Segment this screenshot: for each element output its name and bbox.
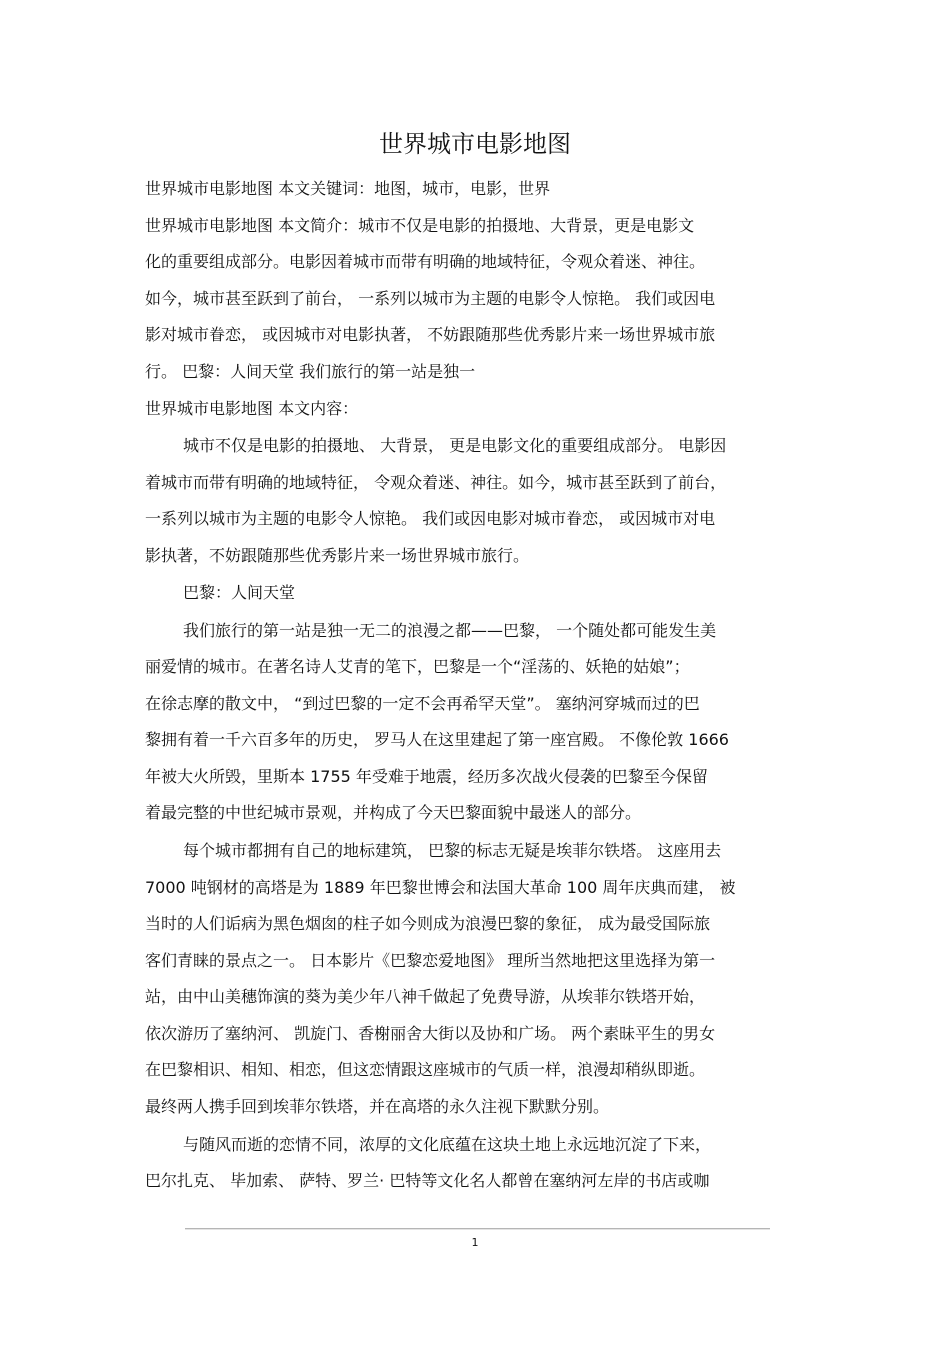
- body-line: 一系列以城市为主题的电影令人惊艳。 我们或因电影对城市眷恋， 或因城市对电: [145, 509, 716, 528]
- footer-divider: [185, 1228, 770, 1229]
- body-line: 城市不仅是电影的拍摄地、 大背景， 更是电影文化的重要组成部分。 电影因: [183, 436, 727, 455]
- body-line: 丽爱情的城市。在著名诗人艾青的笔下，巴黎是一个“淫荡的、妖艳的姑娘”；: [145, 657, 690, 676]
- summary-line: 影对城市眷恋， 或因城市对电影执著， 不妨跟随那些优秀影片来一场世界城市旅: [145, 325, 716, 344]
- body-line: 我们旅行的第一站是独一无二的浪漫之都——巴黎， 一个随处都可能发生美: [183, 621, 717, 640]
- body-line: 当时的人们诟病为黑色烟囱的柱子如今则成为浪漫巴黎的象征， 成为最受国际旅: [145, 914, 711, 933]
- body-line: 客们青睐的景点之一。 日本影片《巴黎恋爱地图》 理所当然地把这里选择为第一: [145, 951, 716, 970]
- body-line: 年被大火所毁，里斯本 1755 年受难于地震，经历多次战火侵袭的巴黎至今保留: [145, 767, 708, 786]
- body-line: 7000 吨钢材的高塔是为 1889 年巴黎世博会和法国大革命 100 周年庆典而建， 被: [145, 878, 736, 897]
- summary-line: 化的重要组成部分。电影因着城市而带有明确的地域特征，令观众着迷、神往。: [145, 252, 706, 271]
- summary-line: 世界城市电影地图 本文简介：城市不仅是电影的拍摄地、大背景，更是电影文: [145, 216, 695, 235]
- body-line: 黎拥有着一千六百多年的历史， 罗马人在这里建起了第一座宫殿。 不像伦敦 1666: [145, 730, 729, 749]
- keywords-line: 世界城市电影地图 本文关键词：地图，城市，电影，世界: [145, 179, 551, 198]
- summary-line: 如今，城市甚至跃到了前台， 一系列以城市为主题的电影令人惊艳。 我们或因电: [145, 289, 716, 308]
- body-line: 每个城市都拥有自己的地标建筑， 巴黎的标志无疑是埃菲尔铁塔。 这座用去: [183, 841, 722, 860]
- document-title: 世界城市电影地图: [379, 130, 571, 158]
- body-line: 站，由中山美穗饰演的葵为美少年八神千做起了免费导游，从埃菲尔铁塔开始，: [145, 987, 706, 1006]
- content-heading-line: 世界城市电影地图 本文内容：: [145, 399, 359, 418]
- body-line: 着最完整的中世纪城市景观，并构成了今天巴黎面貌中最迷人的部分。: [145, 803, 642, 822]
- body-line: 在徐志摩的散文中， “到过巴黎的一定不会再希罕天堂”。 塞纳河穿城而过的巴: [145, 694, 700, 713]
- body-line: 在巴黎相识、相知、相恋，但这恋情跟这座城市的气质一样，浪漫却稍纵即逝。: [145, 1060, 706, 1079]
- summary-line: 行。 巴黎：人间天堂 我们旅行的第一站是独一: [145, 362, 476, 381]
- body-line: 最终两人携手回到埃菲尔铁塔，并在高塔的永久注视下默默分别。: [145, 1097, 610, 1116]
- section-heading: 巴黎：人间天堂: [183, 583, 296, 602]
- body-line: 影执著，不妨跟随那些优秀影片来一场世界城市旅行。: [145, 546, 530, 565]
- body-line: 巴尔扎克、 毕加索、 萨特、罗兰· 巴特等文化名人都曾在塞纳河左岸的书店或咖: [145, 1171, 710, 1190]
- body-line: 依次游历了塞纳河、 凯旋门、香榭丽舍大街以及协和广场。 两个素昧平生的男女: [145, 1024, 716, 1043]
- page-number: 1: [471, 1236, 479, 1249]
- body-line: 与随风而逝的恋情不同，浓厚的文化底蕴在这块土地上永远地沉淀了下来，: [183, 1135, 712, 1154]
- body-line: 着城市而带有明确的地域特征， 令观众着迷、神往。如今，城市甚至跃到了前台，: [145, 473, 727, 492]
